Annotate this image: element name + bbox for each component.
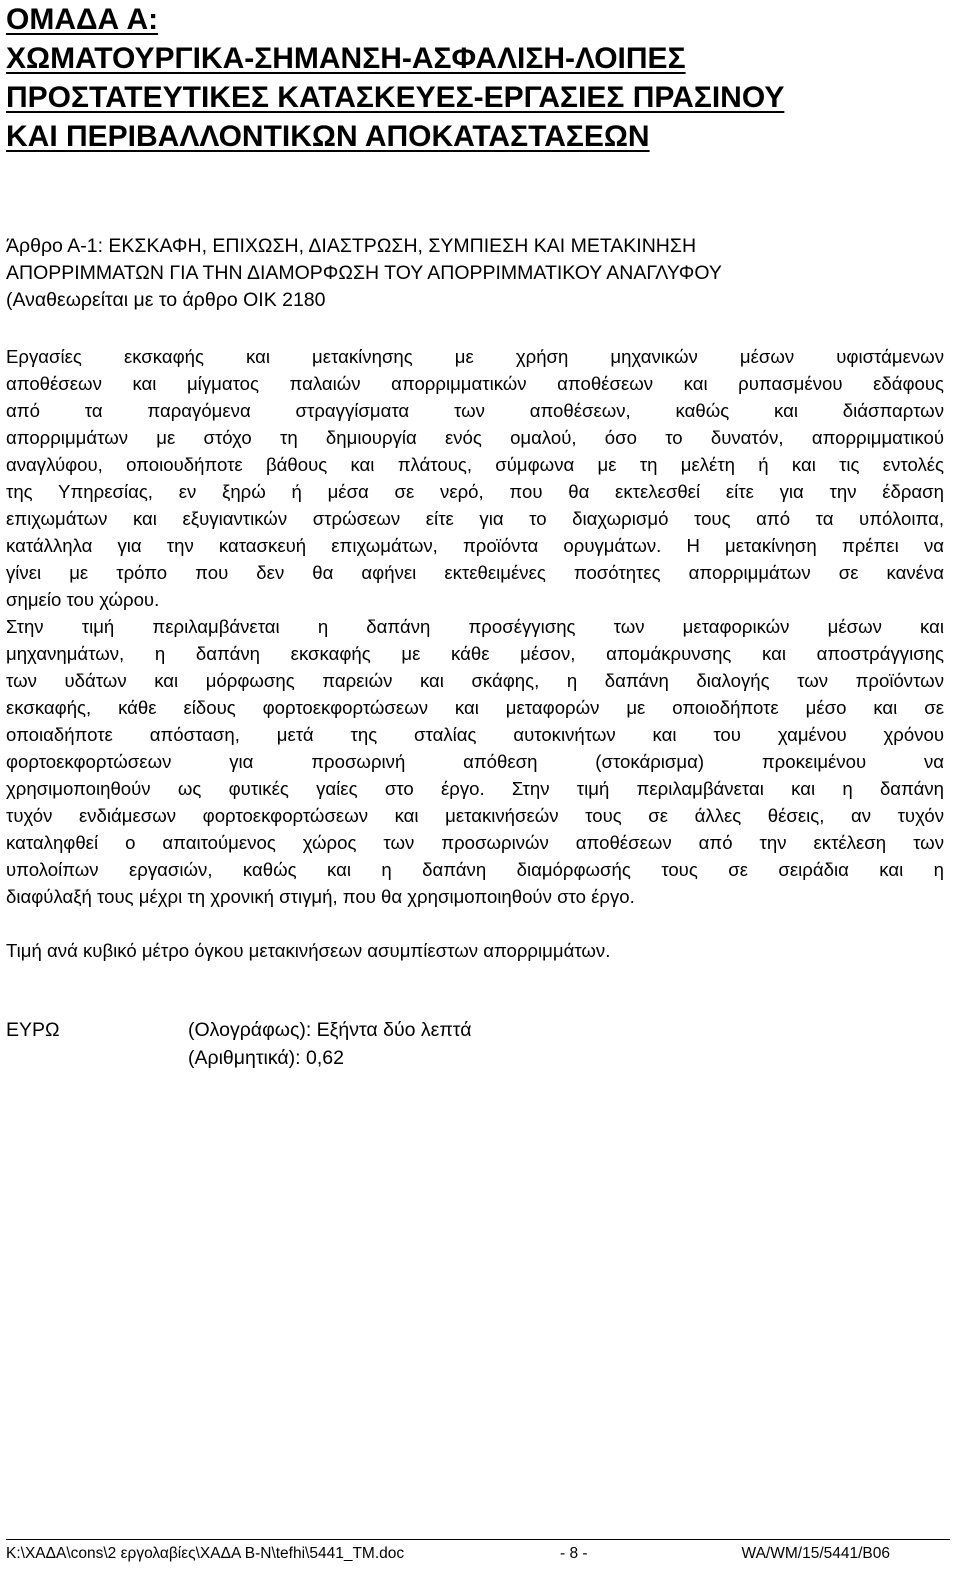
description-line: καταληφθεί ο απαιτούμενος χώρος των προσωρινών αποθέσεων από την εκτέλεση των	[6, 832, 944, 853]
price-in-words: (Ολογράφως): Εξήντα δύο λεπτά	[188, 1019, 472, 1041]
description-line: τυχόν ενδιάμεσων φορτοεκφορτώσεων και μετακινήσεών τους σε άλλες θέσεις, αν τυχόν	[6, 805, 944, 826]
description-line: απορριμμάτων με στόχο τη δημιουργία ενός ομαλού, όσο το δυνατόν, απορριμματικού	[6, 427, 944, 448]
document-code: WA/WM/15/5441/B06	[741, 1545, 890, 1562]
price-in-numbers: (Αριθμητικά): 0,62	[188, 1047, 344, 1069]
file-path: K:\ΧΑΔΑ\cons\2 εργολαβίες\ΧΑΔΑ B-N\tefhi\5441_TM.doc	[6, 1545, 405, 1562]
description-line: χρησιμοποιηθούν ως φυτικές γαίες στο έργο. Στην τιμή περιλαμβάνεται και η δαπάνη	[6, 778, 944, 799]
group-title-line: ΧΩΜΑΤΟΥΡΓΙΚΑ-ΣΗΜΑΝΣΗ-ΑΣΦΑΛΙΣΗ-ΛΟΙΠΕΣ	[6, 42, 686, 75]
group-title	[6, 0, 950, 156]
description-line: σημείο του χώρου.	[6, 589, 160, 610]
description-line: μηχανημάτων, η δαπάνη εκσκαφής με κάθε μέσον, απομάκρυνσης και αποστράγγισης	[6, 643, 944, 664]
description-line: Εργασίες εκσκαφής και μετακίνησης με χρήση μηχανικών μέσων υφιστάμενων	[6, 346, 944, 367]
description-line: υπολοίπων εργασιών, καθώς και η δαπάνη διαμόρφωσής τους σε σειράδια και η	[6, 859, 944, 880]
page-footer	[6, 1544, 950, 1566]
description-line: εκσκαφής, κάθε είδους φορτοεκφορτώσεων και μεταφορών με οποιοδήποτε μέσο και σε	[6, 697, 944, 718]
description-line: αναγλύφου, οποιουδήποτε βάθους και πλάτους, σύμφωνα με τη μελέτη ή και τις εντολές	[6, 454, 944, 475]
description-line: φορτοεκφορτώσεων για προσωρινή απόθεση (στοκάρισμα) προκειμένου να	[6, 751, 944, 772]
page-number: - 8 -	[560, 1545, 588, 1562]
article-title-line: Άρθρο Α-1: ΕΚΣΚΑΦΗ, ΕΠΙΧΩΣΗ, ΔΙΑΣΤΡΩΣΗ, ΣΥΜΠΙΕΣΗ ΚΑΙ ΜΕΤΑΚΙΝΗΣΗ	[6, 235, 697, 257]
price-values	[188, 1016, 472, 1072]
article-title-line: ΑΠΟΡΡΙΜΜΑΤΩΝ ΓΙΑ ΤΗΝ ΔΙΑΜΟΡΦΩΣΗ ΤΟΥ ΑΠΟΡΡΙΜΜΑΤΙΚΟΥ ΑΝΑΓΛΥΦΟΥ	[6, 262, 722, 284]
description-line: γίνει με τρόπο που δεν θα αφήνει εκτεθειμένες ποσότητες απορριμμάτων σε κανένα	[6, 562, 944, 583]
description-line: αποθέσεων και μίγματος παλαιών απορριμματικών αποθέσεων και ρυπασμένου εδάφους	[6, 373, 944, 394]
currency-label: ΕΥΡΩ	[6, 1019, 60, 1041]
group-title-line: ΠΡΟΣΤΑΤΕΥΤΙΚΕΣ ΚΑΤΑΣΚΕΥΕΣ-ΕΡΓΑΣΙΕΣ ΠΡΑΣΙΝΟΥ	[6, 81, 785, 114]
footer-divider	[6, 1539, 950, 1540]
article-title-line: (Αναθεωρείται με το άρθρο ΟΙΚ 2180	[6, 289, 326, 311]
group-title-line: ΟΜΑΔΑ Α:	[6, 3, 159, 36]
description-line: Στην τιμή περιλαμβάνεται η δαπάνη προσέγγισης των μεταφορικών μέσων και	[6, 616, 944, 637]
description-line: επιχωμάτων και εξυγιαντικών στρώσεων είτε για το διαχωρισμό τους από τα υπόλοιπα,	[6, 508, 944, 529]
description-line: διαφύλαξή τους μέχρι τη χρονική στιγμή, που θα χρησιμοποιηθούν στο έργο.	[6, 886, 635, 907]
group-title-line: ΚΑΙ ΠΕΡΙΒΑΛΛΟΝΤΙΚΩΝ ΑΠΟΚΑΤΑΣΤΑΣΕΩΝ	[6, 120, 650, 153]
description-line: των υδάτων και μόρφωσης παρειών και σκάφης, η δαπάνη διαλογής των προϊόντων	[6, 670, 944, 691]
description-line: της Υπηρεσίας, εν ξηρώ ή μέσα σε νερό, που θα εκτελεσθεί είτε για την έδραση	[6, 481, 944, 502]
article-title	[6, 233, 950, 314]
description-line: από τα παραγόμενα στραγγίσματα των αποθέσεων, καθώς και διάσπαρτων	[6, 400, 944, 421]
description-line: κατάλληλα για την κατασκευή επιχωμάτων, προϊόντα ορυγμάτων. Η μετακίνηση πρέπει να	[6, 535, 944, 556]
unit-of-measure: Τιμή ανά κυβικό μέτρο όγκου μετακινήσεων ασυμπίεστων απορριμμάτων.	[6, 940, 611, 961]
description-line: οποιαδήποτε απόσταση, μετά της σταλίας αυτοκινήτων και του χαμένου χρόνου	[6, 724, 944, 745]
article-description	[6, 343, 944, 910]
